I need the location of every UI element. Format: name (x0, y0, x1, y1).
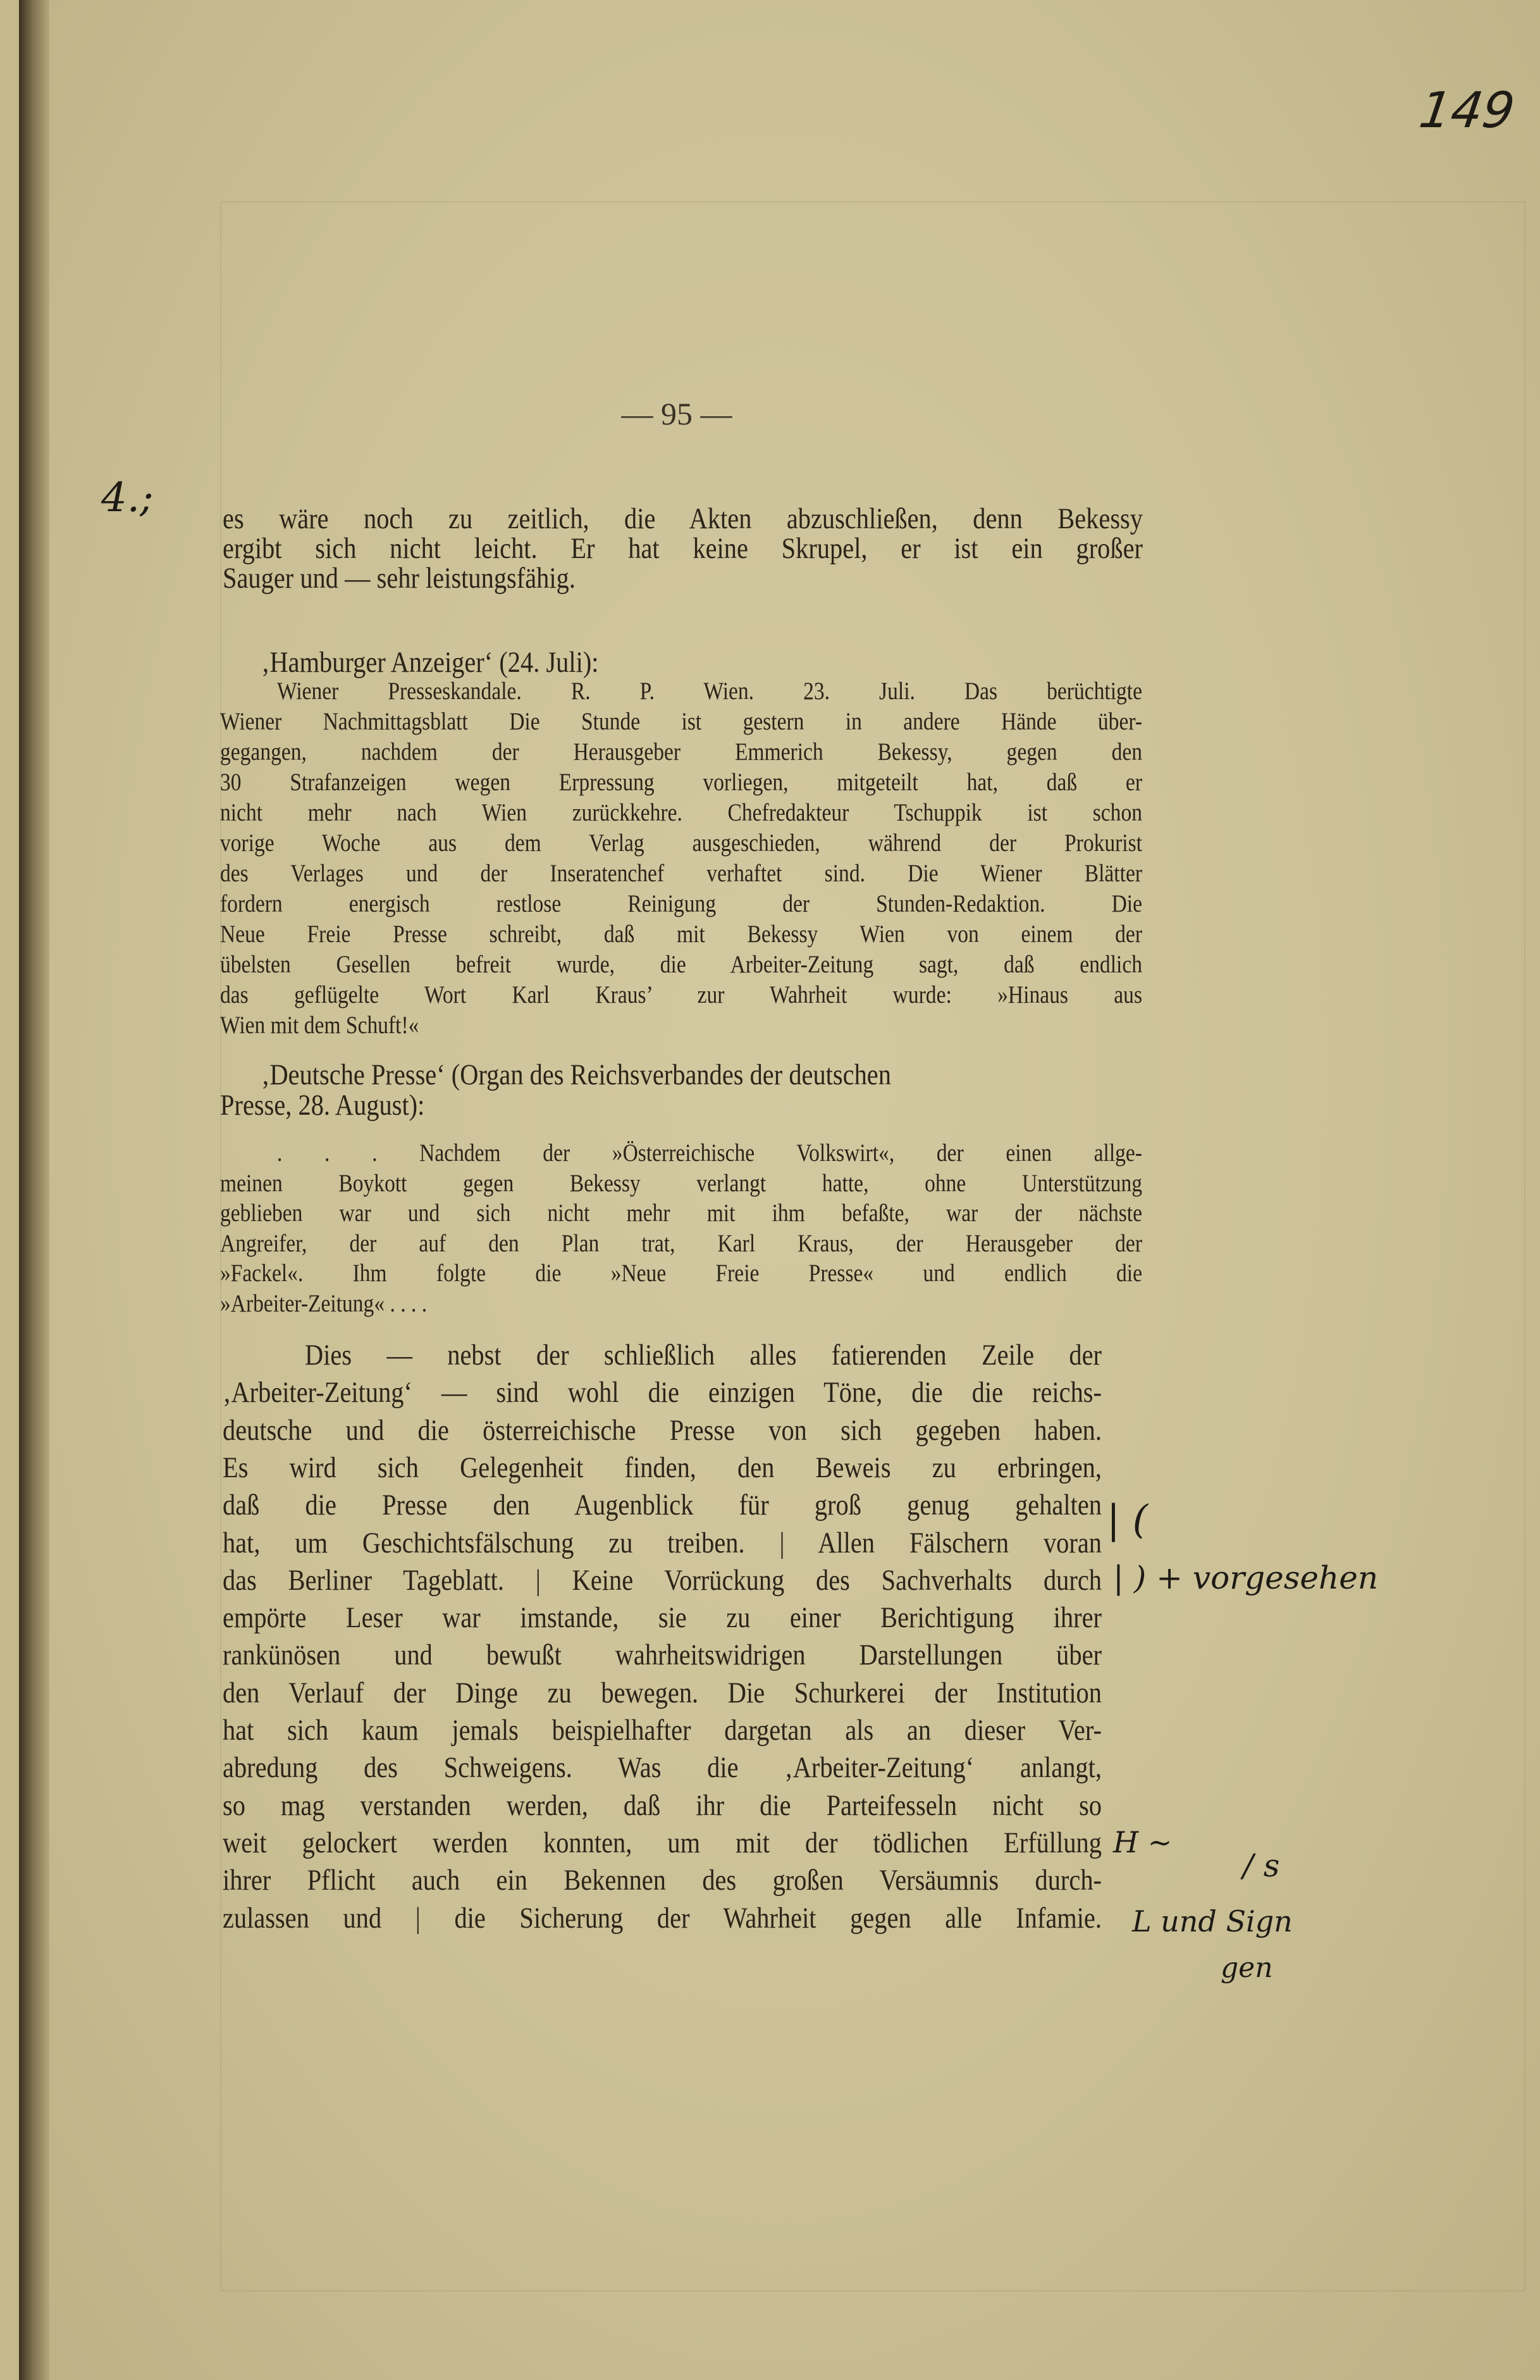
text-line: zulassen und | die Sicherung der Wahrheit gegen alle Infamie. (223, 1901, 1102, 1935)
text-line: meinen Boykott gegen Bekessy verlangt hatte, ohne Unterstützung (220, 1169, 1142, 1197)
text-line: . . . Nachdem der »Österreichische Volkswirt«, der einen allge- (277, 1139, 1142, 1167)
text-line: es wäre noch zu zeitlich, die Akten abzuschließen, denn Bekessy (223, 502, 1143, 535)
text-line: ‚Arbeiter-Zeitung‘ — sind wohl die einzigen Töne, die die reichs- (223, 1376, 1102, 1410)
text-line: Neue Freie Presse schreibt, daß mit Bekessy Wien von einem der (220, 920, 1142, 948)
text-line: geblieben war und sich nicht mehr mit ihm befaßte, war der nächste (220, 1199, 1142, 1227)
text-line: rankünösen und bewußt wahrheitswidrigen Darstellungen über (223, 1639, 1102, 1672)
text-line: hat sich kaum jemals beispielhafter dargetan als an dieser Ver- (223, 1714, 1102, 1747)
margin-note-4: / s (1243, 1847, 1280, 1884)
text-line: Wiener Nachmittagsblatt Die Stunde ist gestern in andere Hände über- (220, 708, 1142, 735)
margin-note-5: L und Sign (1132, 1904, 1293, 1938)
heading-deutsche-presse-1: ‚Deutsche Presse‘ (Organ des Reichsverbandes der deutschen (261, 1058, 891, 1091)
text-line: das Berliner Tageblatt. | Keine Vorrückung des Sachverhalts durch (223, 1563, 1102, 1597)
text-line: ergibt sich nicht leicht. Er hat keine Skrupel, er ist ein großer (223, 532, 1143, 565)
text-line: gegangen, nachdem der Herausgeber Emmerich Bekessy, gegen den (220, 738, 1142, 765)
text-line: deutsche und die österreichische Presse von sich gegeben haben. (223, 1413, 1102, 1447)
text-line: daß die Presse den Augenblick für groß genug gehalten (223, 1489, 1102, 1522)
text-line: weit gelockert werden konnten, um mit der tödlichen Erfüllung (223, 1826, 1102, 1859)
text-line: Wiener Presseskandale. R. P. Wien. 23. Juli. Das berüchtigte (277, 678, 1142, 705)
text-line: das geflügelte Wort Karl Kraus’ zur Wahrheit wurde: »Hinaus aus (220, 981, 1142, 1008)
text-line: ihrer Pflicht auch ein Bekennen des großen Versäumnis durch- (223, 1864, 1102, 1897)
text-line: fordern energisch restlose Reinigung der Stunden-Redaktion. Die (220, 890, 1142, 917)
text-line: hat, um Geschichtsfälschung zu treiben. | Allen Fälschern voran (223, 1526, 1102, 1559)
margin-note-3: H ~ (1113, 1825, 1173, 1859)
margin-note-left: 4.; (101, 474, 154, 521)
text-line: Wien mit dem Schuft!« (220, 1012, 419, 1039)
text-line: Es wird sich Gelegenheit finden, den Beweis zu erbringen, (223, 1451, 1102, 1484)
text-line: vorige Woche aus dem Verlag ausgeschieden, während der Prokurist (220, 829, 1142, 857)
text-line: Sauger und — sehr leistungsfähig. (223, 562, 576, 595)
document-page (19, 0, 1540, 2380)
margin-note-2: | ) + vorgesehen (1113, 1559, 1379, 1596)
page-number: — 95 — (621, 396, 732, 431)
margin-note-1: | ( (1107, 1496, 1148, 1542)
text-line: so mag verstanden werden, daß ihr die Parteifesseln nicht so (223, 1788, 1102, 1822)
text-line: des Verlages und der Inseratenchef verhaftet sind. Die Wiener Blätter (220, 860, 1142, 887)
heading-deutsche-presse-2: Presse, 28. August): (220, 1089, 425, 1122)
heading-hamburger-anzeiger: ‚Hamburger Anzeiger‘ (24. Juli): (261, 646, 599, 679)
text-line: übelsten Gesellen befreit wurde, die Arbeiter-Zeitung sagt, daß endlich (220, 951, 1142, 978)
folio-number: 149 (1415, 82, 1518, 139)
text-line: empörte Leser war imstande, sie zu einer Berichtigung ihrer (223, 1601, 1102, 1635)
text-line: »Arbeiter-Zeitung« . . . . (220, 1289, 428, 1317)
text-line: 30 Strafanzeigen wegen Erpressung vorliegen, mitgeteilt hat, daß er (220, 769, 1142, 796)
text-line: den Verlauf der Dinge zu bewegen. Die Schurkerei der Institution (223, 1676, 1102, 1709)
text-line: abredung des Schweigens. Was die ‚Arbeiter-Zeitung‘ anlangt, (223, 1751, 1102, 1785)
text-line: nicht mehr nach Wien zurückkehre. Chefredakteur Tschuppik ist schon (220, 799, 1142, 826)
margin-note-6: gen (1221, 1952, 1273, 1984)
text-line: Angreifer, der auf den Plan trat, Karl Kraus, der Herausgeber der (220, 1229, 1142, 1257)
text-line: Dies — nebst der schließlich alles fatierenden Zeile der (305, 1339, 1102, 1372)
binding-edge (19, 0, 49, 2380)
text-line: »Fackel«. Ihm folgte die »Neue Freie Presse« und endlich die (220, 1260, 1142, 1287)
